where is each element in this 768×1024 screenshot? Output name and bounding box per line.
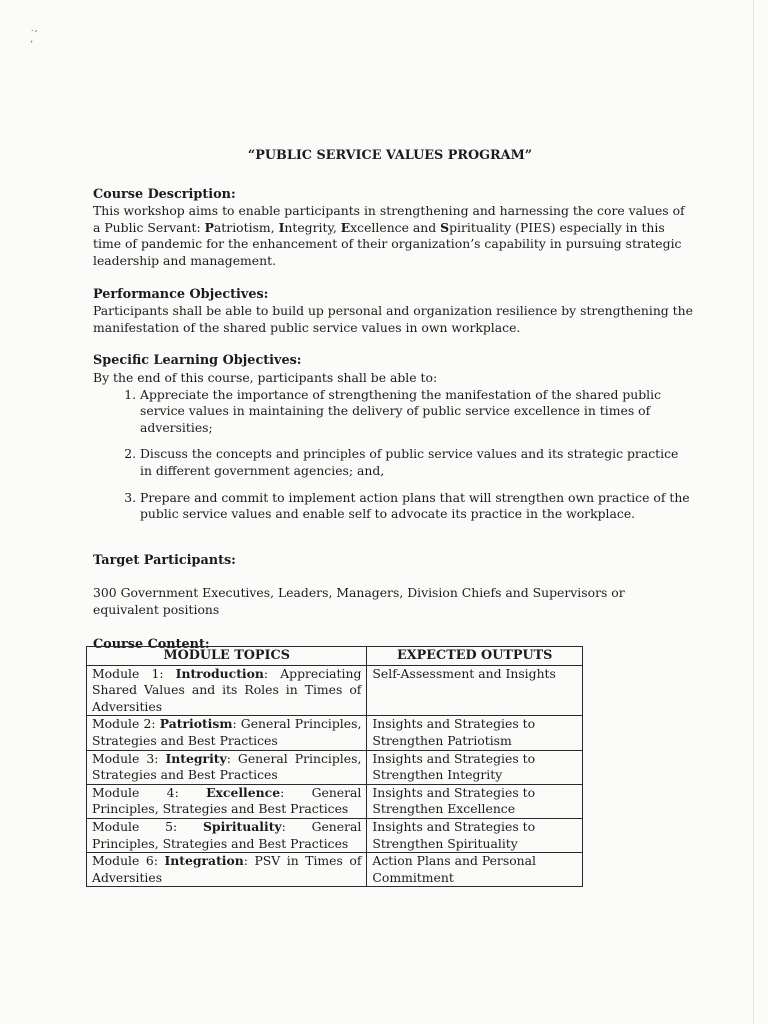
module-prefix: Module 2: — [92, 716, 160, 732]
table-header-row — [87, 647, 583, 666]
course-description-heading: Course Description: — [93, 186, 236, 202]
module-description: : PSV in Times of Adversities — [92, 853, 362, 885]
module-name: Integrity — [165, 750, 227, 766]
module-description: : General Principles, Strategies and Best Practices — [92, 716, 362, 748]
value-initial-i: I — [278, 219, 285, 235]
table-row — [87, 853, 583, 887]
table-row — [87, 665, 583, 716]
course-description-text — [93, 203, 693, 269]
value-rest-p: atriotism — [213, 219, 271, 235]
module-prefix: Module 6: — [92, 853, 165, 869]
expected-output-cell: Insights and Strategies to Strengthen Patriotism — [367, 716, 583, 750]
document-body — [93, 148, 693, 654]
module-name: Integration — [164, 853, 244, 869]
course-description-tail: (PIES) especially in this time of pandemic for the enhancement of their organization’s capability in pursuing strategic leadership and management. — [93, 219, 682, 268]
value-sep: , — [270, 219, 279, 235]
learning-objectives-intro: By the end of this course, participants shall be able to: — [93, 369, 438, 385]
learning-objectives-list — [93, 387, 693, 523]
module-topic-cell — [87, 853, 367, 887]
module-prefix: Module 4: — [92, 784, 207, 800]
table-row — [87, 818, 583, 852]
list-item: 3. Prepare and commit to implement action plans that will strengthen own practice of the public service values and enable self to advocate its practice in the workplace. — [140, 490, 693, 523]
expected-output-cell: Insights and Strategies to Strengthen Integrity — [367, 750, 583, 784]
module-name: Excellence — [206, 784, 281, 800]
module-topic-cell — [87, 665, 367, 716]
scan-specks: ˙’ ‘ — [30, 30, 38, 50]
module-topic-cell — [87, 750, 367, 784]
value-initial-s: S — [440, 219, 450, 235]
table-row — [87, 750, 583, 784]
expected-output-cell: Self-Assessment and Insights — [367, 665, 583, 716]
value-rest-i: ntegrity — [284, 219, 333, 235]
module-prefix: Module 3: — [92, 750, 166, 766]
performance-objectives-text: Participants shall be able to build up personal and organization resilience by strengthening the manifestation of the shared public service values in own workplace. — [93, 303, 693, 335]
learning-objectives-heading: Specific Learning Objectives: — [93, 353, 302, 369]
module-description: : General Principles, Strategies and Best Practices — [92, 784, 362, 817]
expected-output-cell: Insights and Strategies to Strengthen Excellence — [367, 784, 583, 818]
course-description-lead: This workshop aims to enable participants in strengthening and harnessing the core values of a Public Servant: — [93, 203, 685, 235]
value-sep: and — [408, 219, 441, 235]
target-participants-heading: Target Participants: — [93, 552, 236, 568]
page-edge — [753, 0, 754, 1024]
value-rest-s: pirituality — [449, 219, 512, 235]
module-name: Spirituality — [202, 818, 282, 834]
performance-objectives-heading: Performance Objectives: — [93, 286, 269, 302]
module-prefix: Module 5: — [92, 818, 203, 834]
document-title: “PUBLIC SERVICE VALUES PROGRAM” — [247, 148, 533, 163]
value-sep: , — [332, 219, 341, 235]
course-content-heading: Course Content: — [93, 637, 210, 653]
module-description: : General Principles, Strategies and Best Practices — [92, 818, 362, 851]
column-header-module-topics: MODULE TOPICS — [87, 647, 367, 666]
course-content-table — [86, 646, 583, 887]
module-topic-cell — [87, 818, 367, 852]
value-initial-e: E — [340, 219, 351, 235]
expected-output-cell: Insights and Strategies to Strengthen Spirituality — [367, 818, 583, 852]
expected-output-cell: Action Plans and Personal Commitment — [367, 853, 583, 887]
list-item: 1. Appreciate the importance of strengthening the manifestation of the shared public service values in maintaining the delivery of public service excellence in times of adversities; — [140, 387, 693, 437]
table-row — [87, 716, 583, 750]
value-rest-e: xcellence — [350, 219, 409, 235]
list-item: 2. Discuss the concepts and principles of public service values and its strategic practice in different government agencies; and, — [140, 446, 693, 479]
value-initial-p: P — [204, 219, 214, 235]
module-prefix: Module 1: — [92, 665, 176, 681]
module-name: Introduction — [175, 665, 264, 681]
module-name: Patriotism — [159, 716, 233, 732]
module-description: : Appreciating Shared Values and its Roles in Times of Adversities — [92, 665, 362, 714]
table-row — [87, 784, 583, 818]
module-topic-cell — [87, 716, 367, 750]
module-topic-cell — [87, 784, 367, 818]
target-participants-text: 300 Government Executives, Leaders, Managers, Division Chiefs and Supervisors or equivalent positions — [93, 585, 625, 617]
module-description: : General Principles, Strategies and Best Practices — [92, 750, 362, 783]
column-header-expected-outputs: EXPECTED OUTPUTS — [367, 647, 583, 666]
